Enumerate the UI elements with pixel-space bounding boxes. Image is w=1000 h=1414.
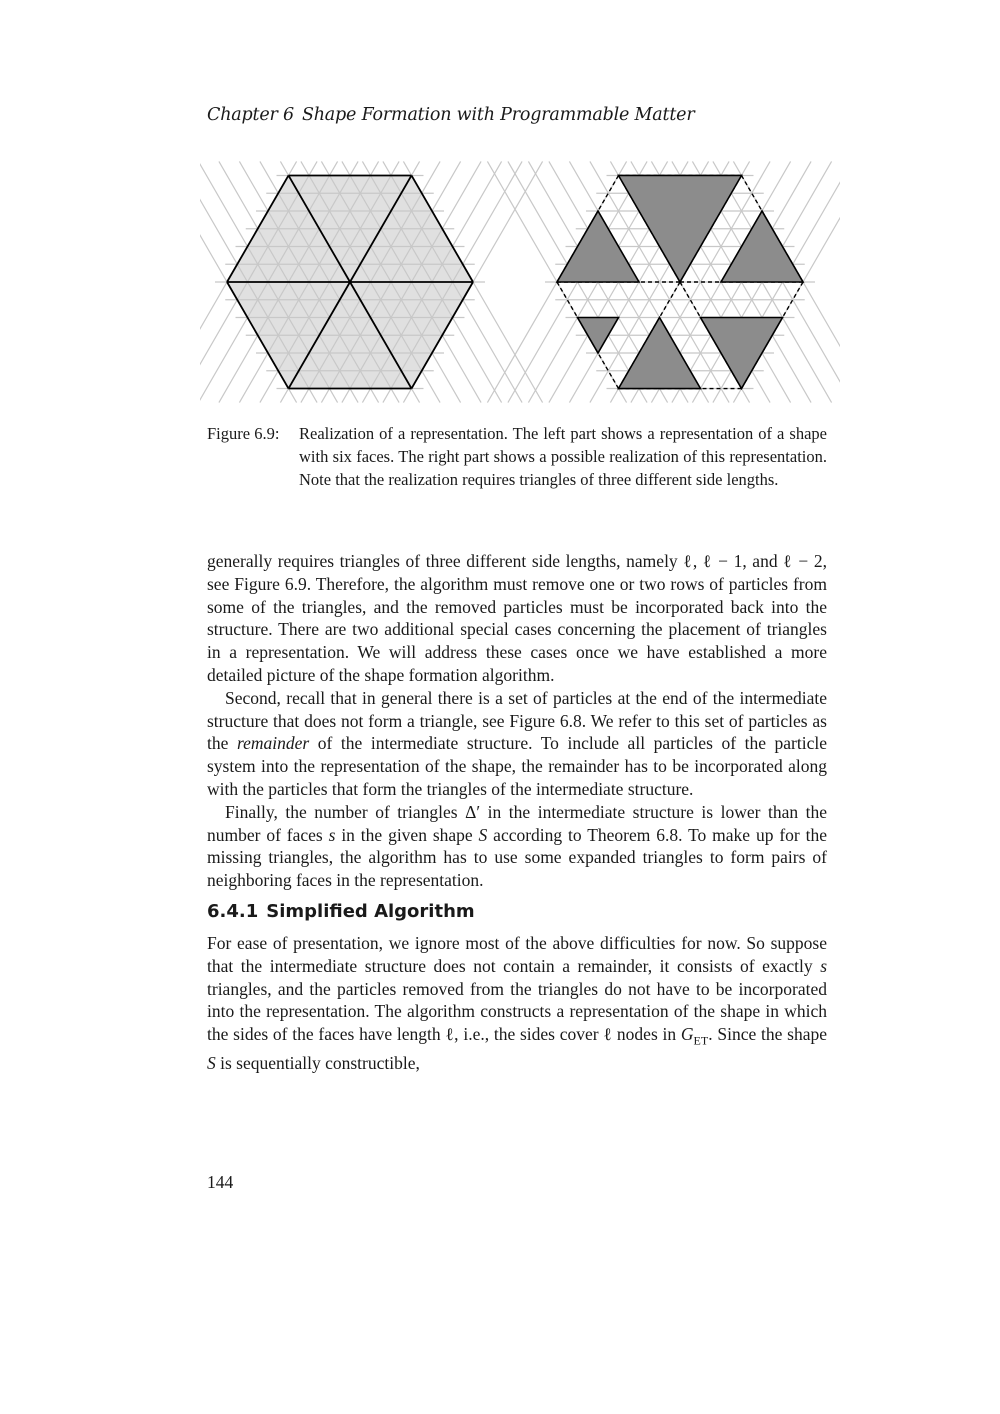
section-heading: 6.4.1 Simplified Algorithm [207, 900, 475, 922]
right-triangles [557, 175, 803, 388]
chapter-title: Shape Formation with Programmable Matter [301, 105, 695, 125]
running-header [207, 105, 702, 125]
paragraph-4: For ease of presentation, we ignore most of the above difficulties for now. So suppose that the intermediate structure does not contain a remainder, it consists of exactly s triangles, and the particles removed from the triangles do not have to be incorporated into the representation. The algorithm constructs a representation of the shape in which the sides of the faces have length ℓ, i.e., the sides cover ℓ nodes in $G_{ET}$. Since the shape S is sequentially constructible, [207, 932, 827, 1074]
paragraph-3: Finally, the number of triangles Δ′ in the intermediate structure is lower than the number of faces s in the given shape S according to Theorem 6.8. To make up for the missing triangles, the algorithm has to use some expanded triangles to form pairs of neighboring faces in the representation. [207, 801, 827, 891]
chapter-label: Chapter 6 [207, 105, 294, 125]
figure-caption [207, 423, 827, 491]
caption-text: Realization of a representation. The left part shows a representation of a shape with six faces. The right part shows a possible realization of this representation. Note that the realization requires triangles of three different side lengths. [299, 424, 827, 489]
left-representation [200, 161, 543, 402]
paragraph-2: Second, recall that in general there is a set of particles at the end of the intermediate structure that does not form a triangle, see Figure 6.8. We refer to this set of particles as the remainder of the intermediate structure. To include all particles of the particle system into the representation of the shape, the remainder has to be incorporated along with the particles that form the triangles of the intermediate structure. [207, 687, 827, 799]
figure-label: Figure 6.9: [207, 424, 280, 443]
figure-6-9 [200, 150, 840, 415]
right-realization [487, 161, 840, 402]
page-number: 144 [207, 1172, 234, 1192]
paragraph-1: generally requires triangles of three different side lengths, namely ℓ, ℓ − 1, and ℓ − 2, see Figure 6.9. Therefore, the algorithm must remove one or two rows of particles from some of the triangles, and the removed particles must be incorporated back into the structure. There are two additional special cases concerning the placement of triangles in a representation. We will address these cases once we have established a more detailed picture of the shape formation algorithm. [207, 551, 827, 685]
body-text [207, 550, 827, 1075]
